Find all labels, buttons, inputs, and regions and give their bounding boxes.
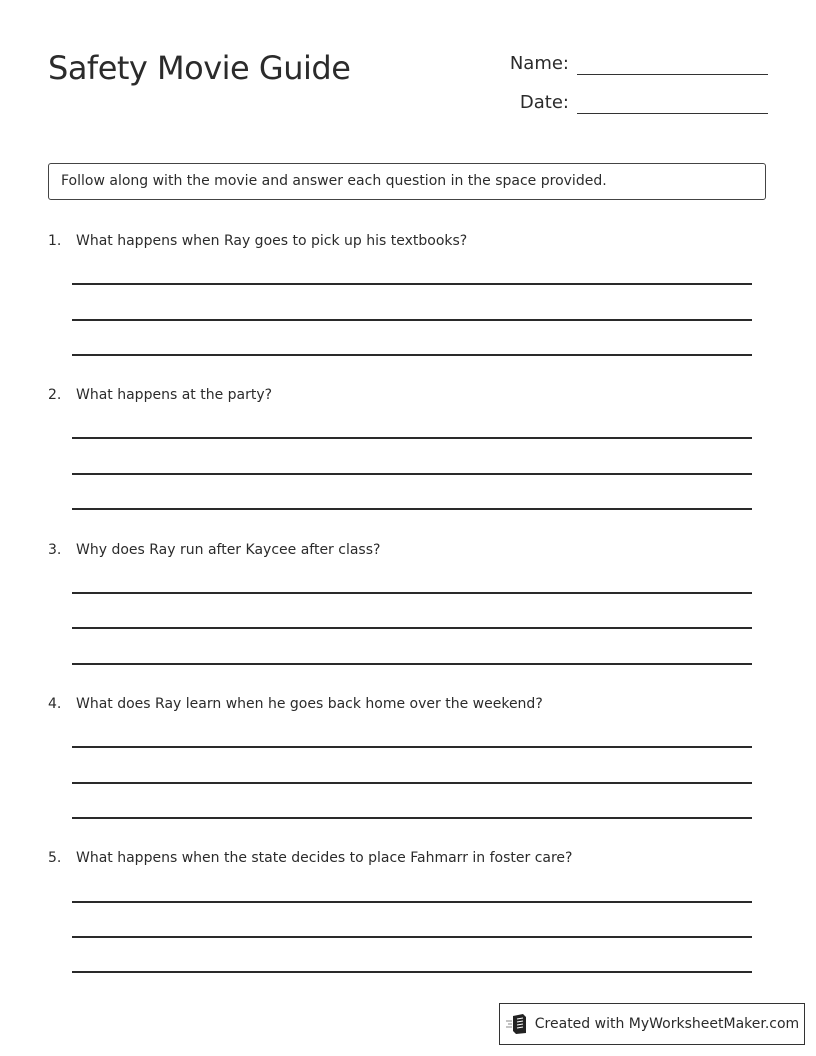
answer-line[interactable]	[72, 283, 752, 285]
date-label: Date:	[519, 92, 569, 113]
answer-line[interactable]	[72, 782, 752, 784]
question-text: What does Ray learn when he goes back home over the weekend?	[76, 696, 543, 712]
worksheet-logo-icon	[505, 1013, 529, 1035]
footer-text: Created with MyWorksheetMaker.com	[534, 1016, 800, 1032]
question-text: What happens at the party?	[76, 387, 273, 403]
answer-line[interactable]	[72, 901, 752, 903]
footer-badge[interactable]	[499, 1003, 805, 1045]
answer-line[interactable]	[72, 437, 752, 439]
answer-line[interactable]	[72, 592, 752, 594]
instructions-box: Follow along with the movie and answer each question in the space provided.	[48, 163, 766, 200]
question-3	[48, 540, 752, 670]
question-number: 1.	[48, 233, 62, 249]
name-field	[489, 52, 768, 75]
answer-line[interactable]	[72, 971, 752, 973]
question-number: 2.	[48, 387, 62, 403]
answer-line[interactable]	[72, 508, 752, 510]
question-text: Why does Ray run after Kaycee after class?	[76, 542, 381, 558]
answer-line[interactable]	[72, 936, 752, 938]
name-label: Name:	[509, 53, 569, 74]
answer-line[interactable]	[72, 627, 752, 629]
question-number: 5.	[48, 850, 62, 866]
question-number: 4.	[48, 696, 62, 712]
question-2	[48, 385, 752, 515]
answer-line[interactable]	[72, 663, 752, 665]
answer-line[interactable]	[72, 473, 752, 475]
name-blank-line[interactable]	[577, 52, 768, 75]
question-5	[48, 848, 752, 978]
date-blank-line[interactable]	[577, 91, 768, 114]
question-4	[48, 694, 752, 824]
answer-line[interactable]	[72, 817, 752, 819]
answer-line[interactable]	[72, 746, 752, 748]
answer-line[interactable]	[72, 354, 752, 356]
question-1	[48, 231, 752, 361]
question-text: What happens when the state decides to place Fahmarr in foster care?	[76, 850, 573, 866]
answer-line[interactable]	[72, 319, 752, 321]
question-text: What happens when Ray goes to pick up his textbooks?	[76, 233, 468, 249]
page-title: Safety Movie Guide	[48, 49, 351, 87]
question-number: 3.	[48, 542, 62, 558]
date-field	[489, 91, 768, 114]
